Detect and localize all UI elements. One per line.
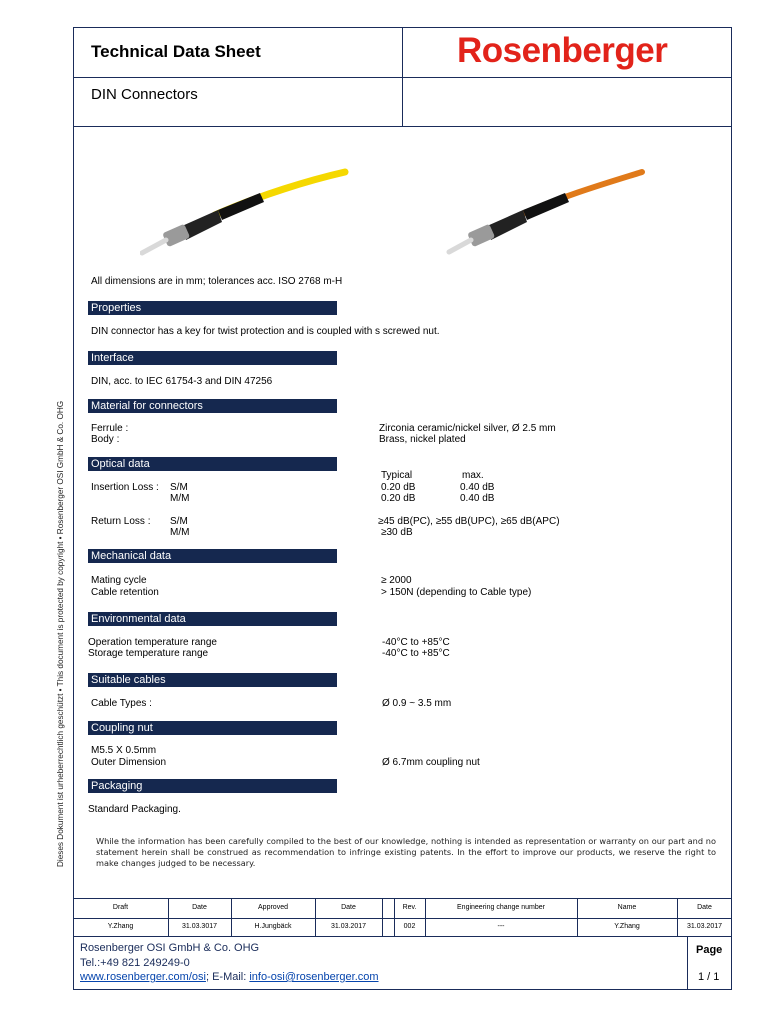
storage-temp-label: Storage temperature range — [88, 648, 209, 659]
table-cell-rev: 002 — [403, 923, 416, 930]
return-loss-label: Return Loss : — [91, 516, 151, 527]
table-header-ecn: Engineering change number — [457, 904, 545, 911]
footer-contact — [80, 971, 379, 983]
body-label: Body : — [91, 434, 120, 445]
table-header-date: Date — [341, 904, 356, 911]
cable-types-label: Cable Types : — [91, 698, 152, 709]
packaging-text: Standard Packaging. — [88, 804, 181, 815]
email-prefix: ; E-Mail: — [205, 971, 250, 983]
website-link[interactable]: www.rosenberger.com/osi — [80, 971, 206, 983]
insertion-loss-sm: S/M — [170, 482, 188, 493]
email-link[interactable]: info-osi@rosenberger.com — [249, 971, 379, 983]
table-top-line — [73, 898, 732, 899]
outer-dimension-value: Ø 6.7mm coupling nut — [382, 757, 480, 768]
yellow-din-connector-image — [140, 160, 360, 260]
page-number: 1 / 1 — [698, 971, 720, 983]
table-header-draft: Draft — [112, 904, 129, 911]
table-header-name: Name — [617, 904, 637, 911]
table-cell-date: 31.03.2017 — [686, 923, 723, 930]
table-cell-ecn: --- — [497, 923, 505, 930]
table-mid-line — [73, 918, 732, 919]
section-interface-heading: Interface — [88, 351, 337, 365]
table-header-date: Date — [192, 904, 207, 911]
return-loss-sm-value: ≥45 dB(PC), ≥55 dB(UPC), ≥65 dB(APC) — [378, 516, 560, 527]
section-mechanical-heading: Mechanical data — [88, 549, 337, 563]
table-bottom-line — [73, 936, 732, 937]
section-packaging-heading: Packaging — [88, 779, 337, 793]
insertion-loss-sm-typical: 0.20 dB — [381, 482, 416, 493]
dimensions-note: All dimensions are in mm; tolerances acc. ISO 2768 m-H — [91, 276, 343, 287]
insertion-loss-sm-max: 0.40 dB — [460, 482, 495, 493]
mating-cycle-value: ≥ 2000 — [381, 575, 412, 586]
insertion-loss-mm-max: 0.40 dB — [460, 493, 495, 504]
return-loss-mm: M/M — [170, 527, 190, 538]
table-cell-approved-date: 31.03.2017 — [330, 923, 367, 930]
operation-temp-value: -40°C to +85°C — [382, 637, 450, 648]
footer-divider — [687, 936, 688, 990]
disclaimer-text: While the information has been carefully compiled to the best of our knowledge, nothing is intended as representation or warranty on our part and no statement herein shall be construed as recommendation to infringe existing patents. In the effort to improve our products, we reserve the right to make changes judged to be necessary. — [96, 836, 716, 868]
header-divider-bottom — [73, 126, 732, 127]
section-coupling-heading: Coupling nut — [88, 721, 337, 735]
return-loss-mm-value: ≥30 dB — [381, 527, 413, 538]
body-value: Brass, nickel plated — [379, 434, 466, 445]
orange-din-connector-image — [445, 160, 655, 260]
outer-dimension-label: Outer Dimension — [91, 757, 167, 768]
footer-tel: Tel.:+49 821 249249-0 — [80, 957, 190, 969]
document-subtitle: DIN Connectors — [91, 86, 198, 103]
insertion-loss-mm-typical: 0.20 dB — [381, 493, 416, 504]
table-cell-approved: H.Jungbäck — [254, 923, 292, 930]
section-optical-heading: Optical data — [88, 457, 337, 471]
table-cell-draft: Y.Zhang — [107, 923, 134, 930]
coupling-thread: M5.5 X 0.5mm — [91, 745, 157, 756]
properties-text: DIN connector has a key for twist protection and is coupled with s screwed nut. — [91, 326, 440, 337]
cable-retention-value: > 150N (depending to Cable type) — [381, 587, 532, 598]
section-material-heading: Material for connectors — [88, 399, 337, 413]
operation-temp-label: Operation temperature range — [88, 637, 217, 648]
copyright-side-text: Dieses Dokument ist urheberrechtlich geschützt • This document is protected by copyright • Rosenberger OSI GmbH & Co. OHG — [56, 400, 65, 867]
optical-col-typical: Typical — [381, 470, 413, 481]
insertion-loss-mm: M/M — [170, 493, 190, 504]
cable-retention-label: Cable retention — [91, 587, 159, 598]
interface-text: DIN, acc. to IEC 61754-3 and DIN 47256 — [91, 376, 273, 387]
section-environmental-heading: Environmental data — [88, 612, 337, 626]
optical-col-max: max. — [462, 470, 484, 481]
table-col-divider — [382, 898, 383, 936]
insertion-loss-label: Insertion Loss : — [91, 482, 159, 493]
return-loss-sm: S/M — [170, 516, 188, 527]
header-divider-middle — [73, 77, 732, 78]
table-header-date: Date — [697, 904, 712, 911]
cable-types-value: Ø 0.9 ~ 3.5 mm — [382, 698, 452, 709]
ferrule-label: Ferrule : — [91, 423, 129, 434]
brand-logo: Rosenberger — [457, 31, 668, 70]
page-label: Page — [696, 944, 723, 956]
footer-company: Rosenberger OSI GmbH & Co. OHG — [80, 942, 260, 954]
document-title: Technical Data Sheet — [91, 42, 261, 61]
section-cables-heading: Suitable cables — [88, 673, 337, 687]
ferrule-value: Zirconia ceramic/nickel silver, Ø 2.5 mm — [379, 423, 556, 434]
table-cell-name: Y.Zhang — [614, 923, 640, 930]
table-cell-draft-date: 31.03.3017 — [181, 923, 218, 930]
mating-cycle-label: Mating cycle — [91, 575, 147, 586]
table-header-approved: Approved — [258, 904, 288, 911]
table-header-rev: Rev. — [402, 904, 417, 911]
section-properties-heading: Properties — [88, 301, 337, 315]
storage-temp-value: -40°C to +85°C — [382, 648, 450, 659]
